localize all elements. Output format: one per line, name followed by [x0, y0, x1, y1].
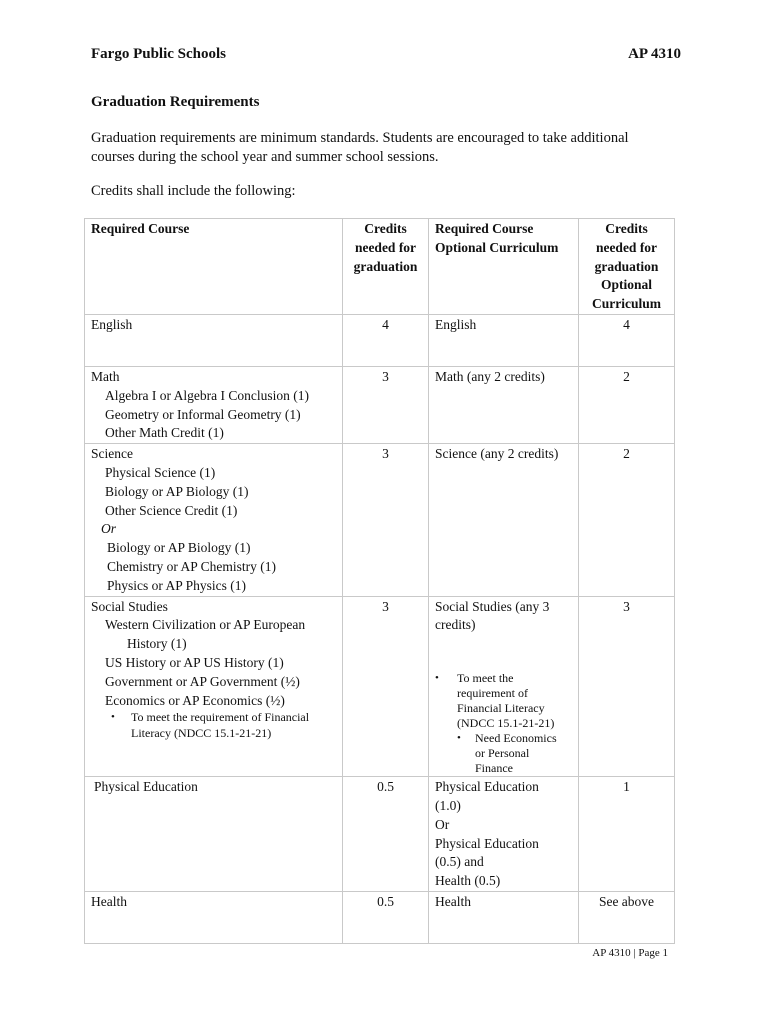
- optional-english: English: [429, 314, 579, 366]
- optional-financial-literacy-note: • To meet the requirement of Financial Literacy (NDCC 15.1-21-21) • Need Economics or Personal Finance: [435, 671, 572, 776]
- credits-science: 3: [343, 444, 429, 596]
- table-row: [85, 444, 675, 596]
- page-header: [91, 46, 681, 68]
- intro-line-2: courses during the school year and summer school sessions.: [91, 149, 439, 165]
- optional-credits-social-studies: 3: [579, 596, 675, 777]
- requirements-table: [84, 218, 675, 944]
- optional-social-studies: Social Studies (any 3 credits) • To meet the requirement of Financial Literacy (NDCC 15.1-21-21) • Need Economics or Personal Finance: [429, 596, 579, 777]
- credits-intro: Credits shall include the following:: [91, 183, 296, 199]
- credits-english: 4: [343, 314, 429, 366]
- optional-math: Math (any 2 credits): [429, 366, 579, 443]
- optional-credits-physical-education: 1: [579, 777, 675, 892]
- policy-code: AP 4310: [628, 46, 681, 62]
- table-row: [85, 891, 675, 943]
- credits-health: 0.5: [343, 891, 429, 943]
- course-math: Math Algebra I or Algebra I Conclusion (1) Geometry or Informal Geometry (1) Other Math Credit (1): [85, 366, 343, 443]
- table-header-row: [85, 219, 675, 315]
- optional-physical-education: Physical Education (1.0) Or Physical Education (0.5) and Health (0.5): [429, 777, 579, 892]
- optional-credits-health: See above: [579, 891, 675, 943]
- optional-health: Health: [429, 891, 579, 943]
- header-optional-credits: Credits needed for graduation Optional Curriculum: [579, 219, 675, 315]
- credits-physical-education: 0.5: [343, 777, 429, 892]
- optional-credits-math: 2: [579, 366, 675, 443]
- course-physical-education: Physical Education: [85, 777, 343, 892]
- intro-line-1: Graduation requirements are minimum standards. Students are encouraged to take additional: [91, 130, 629, 146]
- optional-credits-science: 2: [579, 444, 675, 596]
- course-health: Health: [85, 891, 343, 943]
- page-footer: AP 4310 | Page 1: [592, 947, 668, 959]
- header-required-course: Required Course: [85, 219, 343, 315]
- header-credits: Credits needed for graduation: [343, 219, 429, 315]
- document-title: Graduation Requirements: [91, 94, 260, 110]
- course-social-studies: Social Studies Western Civilization or AP European History (1) US History or AP US History (1) Government or AP Government (½) Economics or AP Economics (½) • To meet the requirement of Financial Literacy (NDCC 15.1-21-21): [85, 596, 343, 777]
- header-optional-course: Required Course Optional Curriculum: [429, 219, 579, 315]
- table-row: [85, 596, 675, 777]
- credits-math: 3: [343, 366, 429, 443]
- intro-paragraph: [91, 129, 671, 167]
- organization-name: Fargo Public Schools: [91, 46, 227, 62]
- optional-credits-english: 4: [579, 314, 675, 366]
- course-english: English: [85, 314, 343, 366]
- table-row: [85, 314, 675, 366]
- optional-science: Science (any 2 credits): [429, 444, 579, 596]
- credits-social-studies: 3: [343, 596, 429, 777]
- table-row: [85, 777, 675, 892]
- table-row: [85, 366, 675, 443]
- financial-literacy-note: • To meet the requirement of Financial Literacy (NDCC 15.1-21-21): [91, 710, 336, 741]
- course-science: Science Physical Science (1) Biology or AP Biology (1) Other Science Credit (1) Or Biology or AP Biology (1) Chemistry or AP Chemistry (1) Physics or AP Physics (1): [85, 444, 343, 596]
